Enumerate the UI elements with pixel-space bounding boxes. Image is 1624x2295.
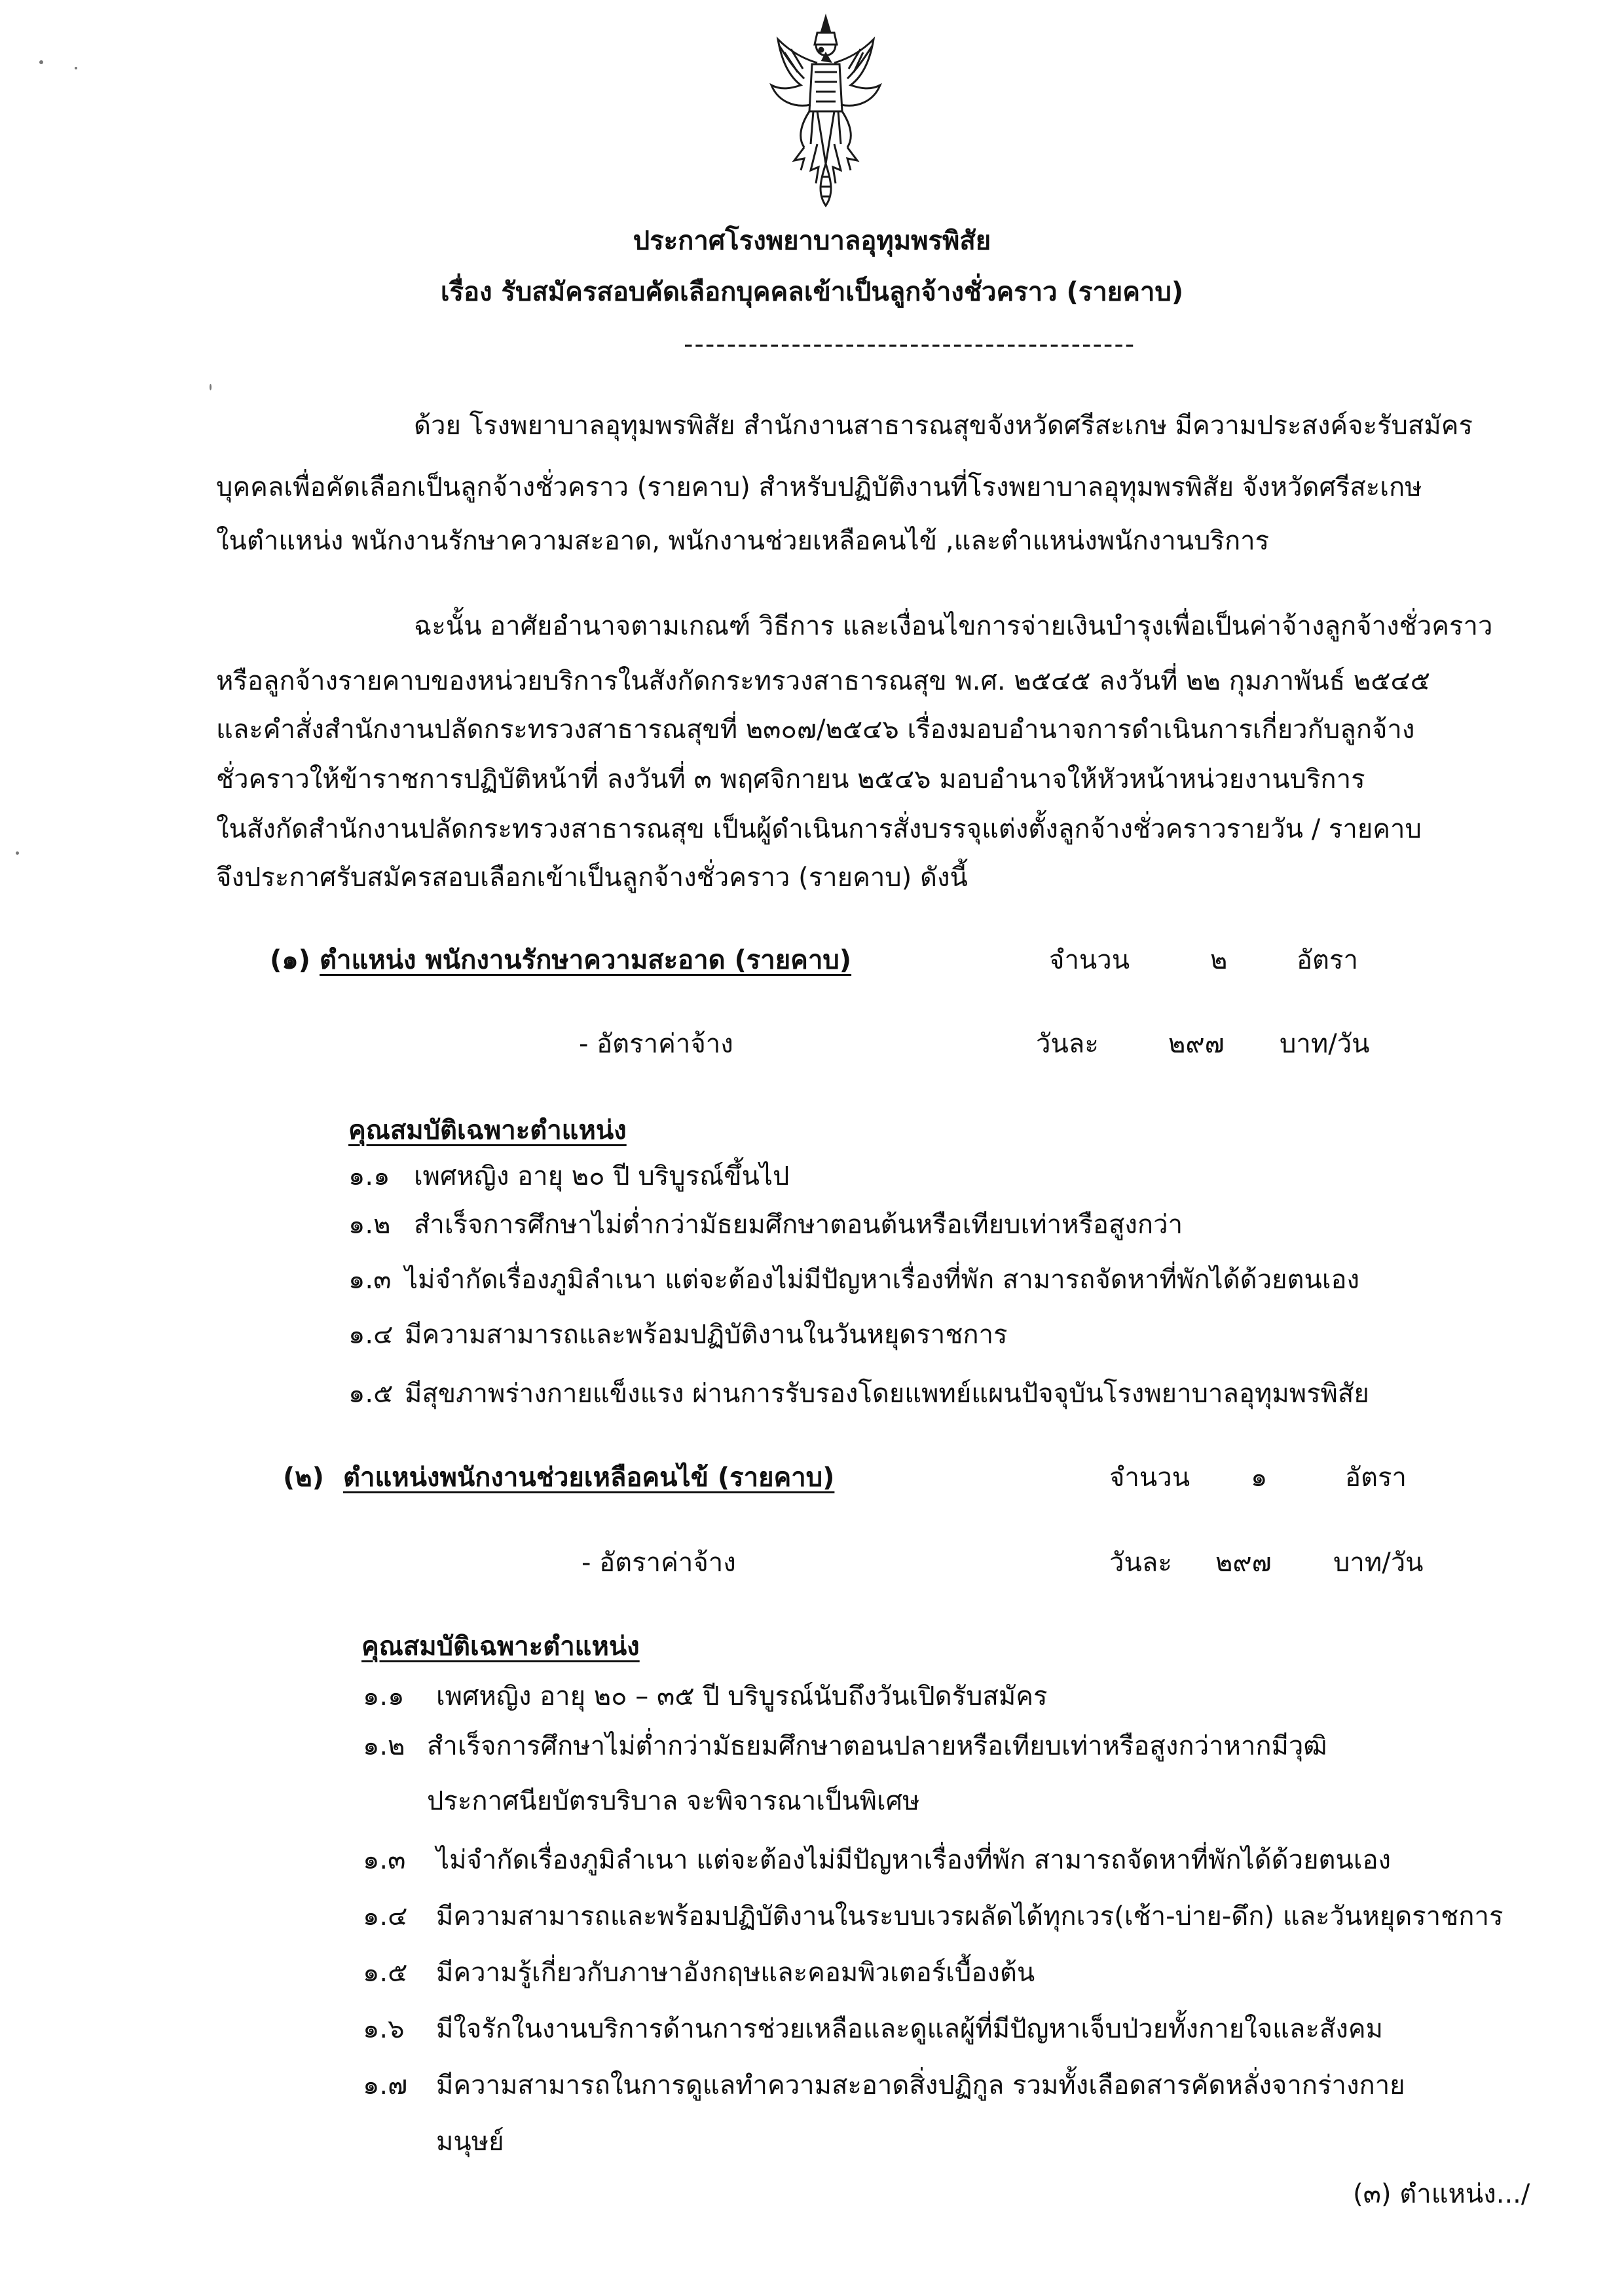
scan-speck	[16, 851, 19, 855]
qualification-item: ไม่จำกัดเรื่องภูมิลำเนา แต่จะต้องไม่มีปัญหาเรื่องที่พัก สามารถจัดหาที่พักได้ด้วยตนเอง	[436, 1845, 1392, 1875]
count-label: จำนวน	[1109, 1463, 1190, 1493]
position-title: ตำแหน่งพนักงานช่วยเหลือคนไข้ (รายคาบ)	[343, 1463, 835, 1493]
count-value: ๒	[1210, 945, 1228, 975]
scan-speck	[210, 384, 212, 390]
wage-label: - อัตราค่าจ้าง	[581, 1548, 736, 1578]
qualification-item: สำเร็จการศึกษาไม่ต่ำกว่ามัธยมศึกษาตอนต้นหรือเทียบเท่าหรือสูงกว่า	[414, 1210, 1183, 1240]
qualification-number: ๑.๗	[363, 2070, 408, 2100]
announcement-title: ประกาศโรงพยาบาลอุทุมพรพิสัย	[633, 226, 991, 256]
qualification-item: มีความสามารถและพร้อมปฏิบัติงานในวันหยุดราชการ	[405, 1320, 1008, 1350]
page-continuation: (๓) ตำแหน่ง.../	[1353, 2179, 1530, 2209]
qualification-number: ๑.๒	[348, 1210, 391, 1240]
wage-prefix: วันละ	[1036, 1029, 1099, 1059]
qualification-number: ๑.๕	[363, 1958, 408, 1988]
qualification-item: มีสุขภาพร่างกายแข็งแรง ผ่านการรับรองโดยแพทย์แผนปัจจุบันโรงพยาบาลอุทุมพรพิสัย	[405, 1379, 1369, 1409]
qualification-number: ๑.๖	[363, 2014, 405, 2044]
qualification-number: ๑.๓	[363, 1845, 406, 1875]
qualification-item: ไม่จำกัดเรื่องภูมิลำเนา แต่จะต้องไม่มีปัญหาเรื่องที่พัก สามารถจัดหาที่พักได้ด้วยตนเอง	[405, 1265, 1360, 1295]
qualification-item: มีความรู้เกี่ยวกับภาษาอังกฤษและคอมพิวเตอร์เบื้องต้น	[436, 1958, 1035, 1988]
qualification-number: ๑.๔	[348, 1320, 394, 1350]
qualification-number: ๑.๔	[363, 1901, 408, 1931]
wage-label: - อัตราค่าจ้าง	[579, 1029, 733, 1059]
qualification-heading: คุณสมบัติเฉพาะตำแหน่ง	[361, 1632, 640, 1662]
qualification-number: ๑.๑	[348, 1161, 390, 1191]
qualification-number: ๑.๑	[363, 1681, 405, 1711]
scan-speck	[75, 67, 77, 69]
body-line: ในสังกัดสำนักงานปลัดกระทรวงสาธารณสุข เป็นผู้ดำเนินการสั่งบรรจุแต่งตั้งลูกจ้างชั่วคราวรายวัน / รายคาบ	[216, 814, 1422, 844]
announcement-subject: เรื่อง รับสมัครสอบคัดเลือกบุคคลเข้าเป็นลูกจ้างชั่วคราว (รายคาบ)	[440, 277, 1184, 307]
body-line: จึงประกาศรับสมัครสอบเลือกเข้าเป็นลูกจ้างชั่วคราว (รายคาบ) ดังนี้	[216, 863, 968, 893]
qualification-item: เพศหญิง อายุ ๒๐ – ๓๕ ปี บริบูรณ์นับถึงวันเปิดรับสมัคร	[436, 1681, 1048, 1711]
qualification-number: ๑.๓	[348, 1265, 392, 1295]
position-title: ตำแหน่ง พนักงานรักษาความสะอาด (รายคาบ)	[320, 945, 852, 975]
scan-speck	[39, 60, 43, 64]
body-line: หรือลูกจ้างรายคาบของหน่วยบริการในสังกัดกระทรวงสาธารณสุข พ.ศ. ๒๕๔๕ ลงวันที่ ๒๒ กุมภาพันธ์ ๒๕๔๕	[216, 666, 1431, 696]
intro-line: บุคคลเพื่อคัดเลือกเป็นลูกจ้างชั่วคราว (รายคาบ) สำหรับปฏิบัติงานที่โรงพยาบาลอุทุมพรพิสัย จังหวัดศรีสะเกษ	[216, 472, 1422, 502]
position-number: (๑)	[270, 945, 310, 975]
wage-value: ๒๙๗	[1168, 1029, 1225, 1059]
body-line: ฉะนั้น อาศัยอำนาจตามเกณฑ์ วิธีการ และเงื่อนไขการจ่ายเงินบำรุงเพื่อเป็นค่าจ้างลูกจ้างชั่วคราว	[414, 611, 1493, 641]
wage-unit: บาท/วัน	[1280, 1029, 1370, 1059]
count-value: ๑	[1251, 1463, 1268, 1493]
count-unit: อัตรา	[1297, 945, 1358, 975]
intro-line: ด้วย โรงพยาบาลอุทุมพรพิสัย สำนักงานสาธารณสุขจังหวัดศรีสะเกษ มีความประสงค์จะรับสมัคร	[414, 411, 1473, 441]
garuda-emblem	[765, 13, 887, 210]
count-label: จำนวน	[1049, 945, 1130, 975]
qualification-item: มีความสามารถและพร้อมปฏิบัติงานในระบบเวรผลัดได้ทุกเวร(เช้า-บ่าย-ดึก) และวันหยุดราชการ	[436, 1901, 1504, 1931]
qualification-number: ๑.๒	[363, 1731, 405, 1761]
qualification-heading: คุณสมบัติเฉพาะตำแหน่ง	[348, 1115, 627, 1146]
wage-value: ๒๙๗	[1215, 1548, 1272, 1578]
intro-line: ในตำแหน่ง พนักงานรักษาความสะอาด, พนักงานช่วยเหลือคนไข้ ,และตำแหน่งพนักงานบริการ	[216, 526, 1270, 556]
body-line: และคำสั่งสำนักงานปลัดกระทรวงสาธารณสุขที่ ๒๓๐๗/๒๕๔๖ เรื่องมอบอำนาจการดำเนินการเกี่ยวกับลูกจ้าง	[216, 715, 1415, 745]
qualification-item: สำเร็จการศึกษาไม่ต่ำกว่ามัธยมศึกษาตอนปลายหรือเทียบเท่าหรือสูงกว่าหากมีวุฒิ	[427, 1731, 1327, 1761]
position-number: (๒)	[283, 1463, 324, 1493]
wage-prefix: วันละ	[1109, 1548, 1172, 1578]
qualification-number: ๑.๕	[348, 1379, 394, 1409]
qualification-item: มีความสามารถในการดูแลทำความสะอาดสิ่งปฏิกูล รวมทั้งเลือดสารคัดหลั่งจากร่างกาย	[436, 2070, 1405, 2100]
wage-unit: บาท/วัน	[1333, 1548, 1424, 1578]
qualification-item: ประกาศนียบัตรบริบาล จะพิจารณาเป็นพิเศษ	[427, 1786, 920, 1816]
count-unit: อัตรา	[1345, 1463, 1407, 1493]
header-divider: ------------------------------------------	[684, 329, 1136, 360]
qualification-item: มนุษย์	[436, 2127, 504, 2157]
qualification-item: เพศหญิง อายุ ๒๐ ปี บริบูรณ์ขึ้นไป	[414, 1161, 790, 1191]
qualification-item: มีใจรักในงานบริการด้านการช่วยเหลือและดูแลผู้ที่มีปัญหาเจ็บป่วยทั้งกายใจและสังคม	[436, 2014, 1383, 2044]
body-line: ชั่วคราวให้ข้าราชการปฏิบัติหน้าที่ ลงวันที่ ๓ พฤศจิกายน ๒๕๔๖ มอบอำนาจให้หัวหน้าหน่วยงานบริการ	[216, 764, 1365, 794]
